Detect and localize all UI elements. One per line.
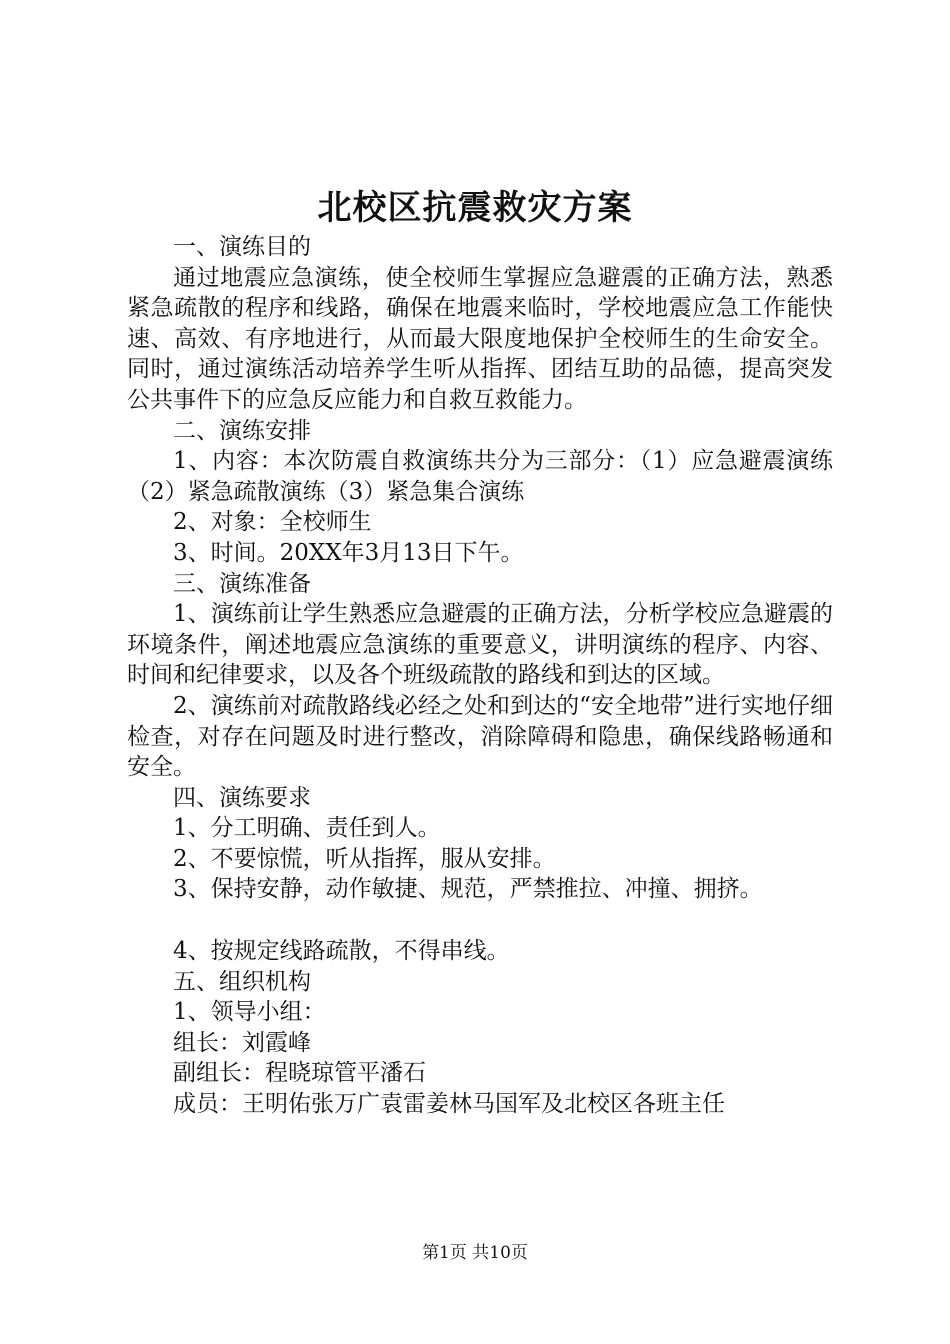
paragraph: 1、领导小组： bbox=[173, 999, 326, 1026]
paragraph: 2、不要惊慌，听从指挥，服从安排。 bbox=[173, 845, 556, 872]
paragraph: 1、分工明确、责任到人。 bbox=[173, 815, 441, 842]
section-heading: 二、演练安排 bbox=[173, 417, 311, 444]
paragraph: 成员：王明佑张万广袁雷姜林马国军及北校区各班主任 bbox=[173, 1091, 725, 1118]
paragraph: 组长：刘霞峰 bbox=[173, 1029, 311, 1056]
section-heading: 五、组织机构 bbox=[173, 968, 311, 995]
paragraph: 2、对象：全校师生 bbox=[173, 509, 372, 536]
document-title: 北校区抗震救灾方案 bbox=[317, 188, 633, 228]
paragraph: 4、按规定线路疏散，不得串线。 bbox=[173, 938, 510, 965]
paragraph: 3、保持安静，动作敏捷、规范，严禁推拉、冲撞、拥挤。 bbox=[173, 876, 763, 903]
page-footer: 第1页 共10页 bbox=[422, 1243, 528, 1263]
section-heading: 一、演练目的 bbox=[173, 234, 311, 260]
paragraph: 3、时间。20XX年3月13日下午。 bbox=[173, 539, 524, 566]
paragraph: 1、内容：本次防震自救演练共分为三部分：（1）应急避震演练（2）紧急疏散演练（3）紧急集合演练 bbox=[127, 448, 833, 505]
paragraph: 通过地震应急演练，使全校师生掌握应急避震的正确方法，熟悉紧急疏散的程序和线路，确保在地震来临时，学校地震应急工作能快速、高效、有序地进行，从而最大限度地保护全校师生的生命安全。同时，通过演练活动培养学生听从指挥、团结互助的品德，提高突发公共事件下的应急反应能力和自救互救能力。 bbox=[127, 264, 833, 413]
paragraph: 2、演练前对疏散路线必经之处和到达的“安全地带”进行实地仔细检查，对存在问题及时进行整改，消除障碍和隐患，确保线路畅通和安全。 bbox=[127, 692, 833, 781]
paragraph: 1、演练前让学生熟悉应急避震的正确方法，分析学校应急避震的环境条件，阐述地震应急演练的重要意义，讲明演练的程序、内容、时间和纪律要求，以及各个班级疏散的路线和到达的区域。 bbox=[127, 601, 833, 689]
section-heading: 四、演练要求 bbox=[173, 784, 311, 811]
paragraph: 副组长：程晓琼管平潘石 bbox=[173, 1060, 426, 1087]
document-body bbox=[127, 232, 833, 1120]
section-heading: 三、演练准备 bbox=[173, 570, 311, 597]
